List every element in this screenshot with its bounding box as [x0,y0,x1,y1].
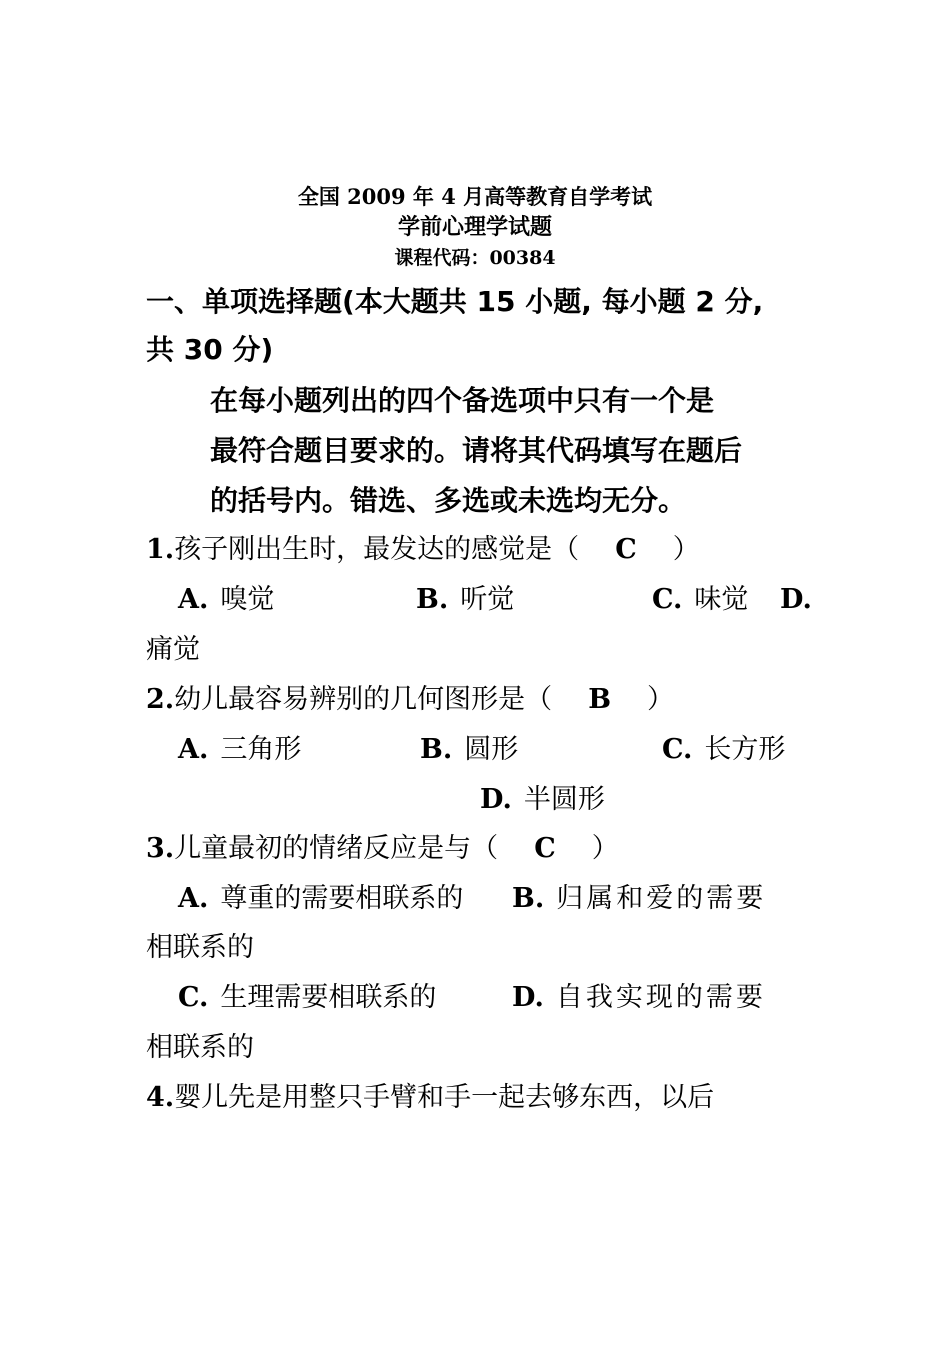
question-4-stem [146,1084,714,1111]
option-c: C. 生理需要相联系的 [178,982,437,1013]
option-a: A. 尊重的需要相联系的 [178,883,464,914]
close-paren: ） [647,684,675,715]
course-code: 课程代码：00384 [394,247,556,269]
question-number: 1. [146,534,175,565]
question-1-stem [146,536,700,563]
option-b: B. 圆形 [420,734,519,765]
question-text: 婴儿先是用整只手臂和手一起去够东西，以后 [174,1082,715,1113]
option-b: B. 归属和爱的需要 [512,883,767,914]
answer-mark: C [615,534,637,565]
option-d: D. 自我实现的需要 [512,982,766,1013]
option-d-wrap: 相联系的 [146,1032,254,1063]
close-paren: ） [672,534,700,565]
subject-title: 学前心理学试题 [397,214,552,240]
instruction-line: 在每小题列出的四个备选项中只有一个是 [210,384,715,417]
option-d: D. [780,584,812,615]
question-text: 孩子刚出生时，最发达的感觉是（ [174,534,580,565]
answer-mark: C [534,833,556,864]
close-paren: ） [591,833,619,864]
option-d-text: 痛觉 [146,634,200,665]
question-number: 4. [146,1082,175,1113]
section-heading-line1: 一、单项选择题(本大题共 15 小题, 每小题 2 分, [146,285,764,318]
option-c: C. 长方形 [662,734,786,765]
question-text: 幼儿最容易辨别的几何图形是（ [174,684,553,715]
section-heading-line2: 共 30 分) [146,333,274,366]
question-text: 儿童最初的情绪反应是与（ [174,833,499,864]
instruction-line: 的括号内。错选、多选或未选均无分。 [210,484,687,517]
question-3-stem [146,835,619,862]
option-b-wrap: 相联系的 [146,932,254,963]
question-number: 2. [146,684,175,715]
option-a: A. 三角形 [178,734,302,765]
option-b: B. 听觉 [416,584,515,615]
option-c: C. 味觉 [652,584,749,615]
option-d: D. 半圆形 [480,784,605,815]
answer-mark: B [588,684,612,715]
question-2-stem [146,686,674,713]
option-a: A. 嗅觉 [178,584,275,615]
question-number: 3. [146,833,175,864]
exam-title: 全国 2009 年 4 月高等教育自学考试 [297,184,653,209]
instruction-line: 最符合题目要求的。请将其代码填写在题后 [210,434,743,467]
